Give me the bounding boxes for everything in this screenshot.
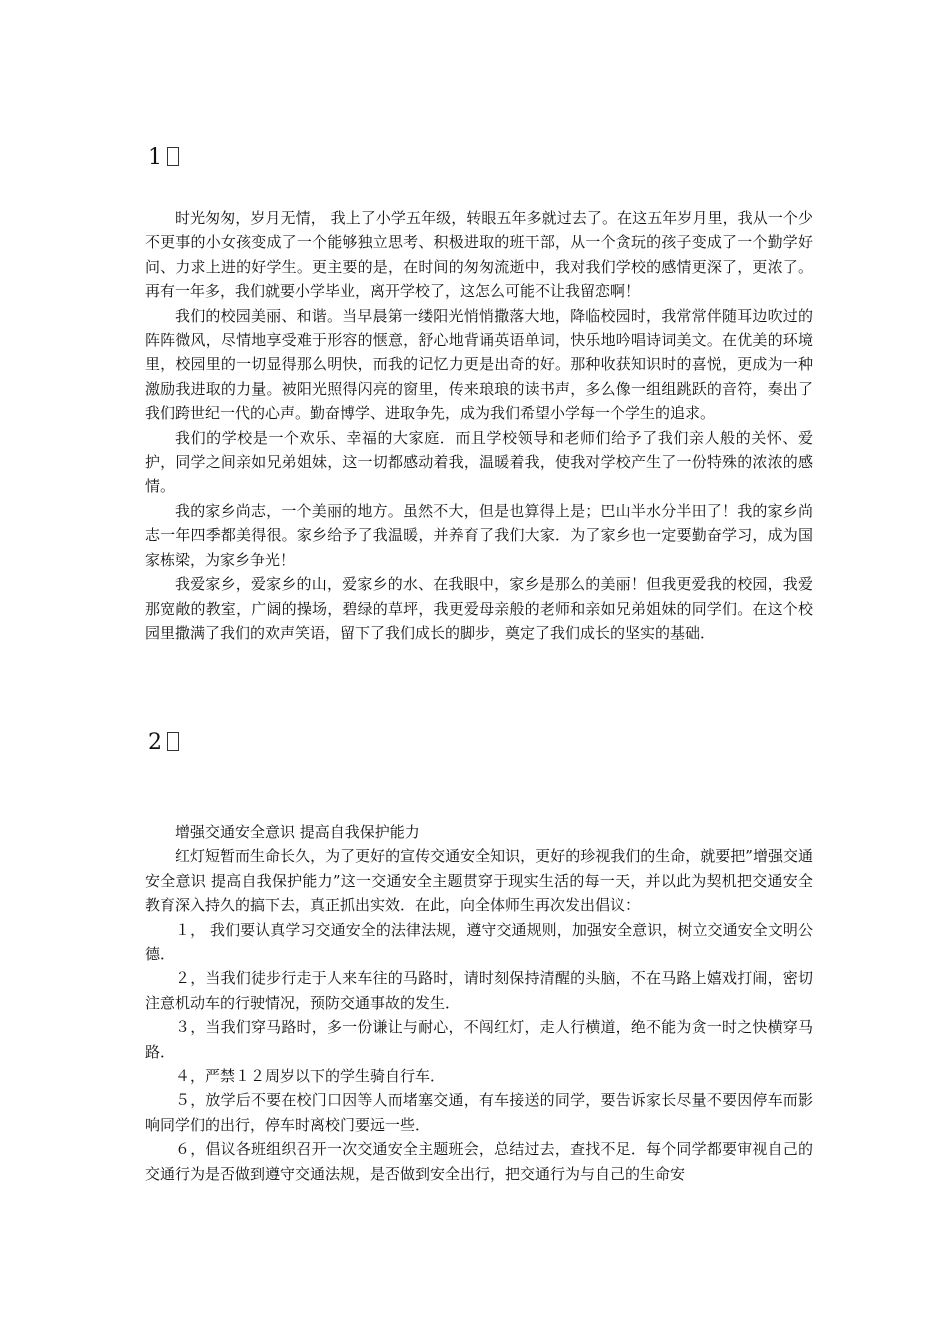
section-number-2-text: 2	[148, 730, 163, 755]
paragraph: 红灯短暂而生命长久，为了更好的宣传交通安全知识，更好的珍视我们的生命，就要把”增强交通安全意识 提高自我保护能力”这一交通安全主题贯穿于现实生活的每一天，并以此为契机把交通安全教育深入持久的搞下去，真正抓出实效．在此，向全体师生再次发出倡议：	[145, 847, 813, 915]
paragraph: 我的家乡尚志，一个美丽的地方。虽然不大，但是也算得上是；巴山半水分半田了！我的家乡尚志一年四季都美得很。家乡给予了我温暖，并养育了我们大家．为了家乡也一定要勤奋学习，成为国家栋梁，为家乡争光！	[145, 501, 813, 569]
missing-glyph-box	[167, 147, 179, 166]
paragraph: 我们的学校是一个欢乐、幸福的大家庭．而且学校领导和老师们给予了我们亲人般的关怀、爱护，同学之间亲如兄弟姐妹，这一切都感动着我，温暖着我，使我对学校产生了一份特殊的浓浓的感情。	[145, 428, 813, 496]
section-number-2	[148, 729, 179, 757]
paragraph: ４，严禁１２周岁以下的学生骑自行车．	[175, 1067, 446, 1086]
missing-glyph-box	[167, 732, 179, 751]
paragraph: 我爱家乡，爱家乡的山，爱家乡的水、在我眼中，家乡是那么的美丽！但我更爱我的校园，我爱那宽敞的教室，广阔的操场，碧绿的草坪，我更爱母亲般的老师和亲如兄弟姐妹的同学们。在这个校园里撒满了我们的欢声笑语，留下了我们成长的脚步，奠定了我们成长的坚实的基础．	[145, 575, 813, 642]
paragraph: １， 我们要认真学习交通安全的法律法规，遵守交通规则，加强安全意识，树立交通安全文明公德．	[145, 920, 813, 964]
paragraph: 我们的校园美丽、和谐。当早晨第一缕阳光悄悄撒落大地，降临校园时，我常常伴随耳边吹过的阵阵微风，尽情地享受难于形容的惬意，舒心地背诵英语单词，快乐地吟唱诗词美文。在优美的环境里，校园里的一切显得那么明快，而我的记忆力更是出奇的好。那种收获知识时的喜悦，更成为一种激励我进取的力量。被阳光照得闪亮的窗里，传来琅琅的读书声，多么像一组组跳跃的音符，奏出了我们跨世纪一代的心声。勤奋博学、进取争先，成为我们希望小学每一个学生的追求。	[145, 306, 813, 423]
paragraph: ６，倡议各班组织召开一次交通安全主题班会，总结过去，查找不足．每个同学都要审视自己的交通行为是否做到遵守交通法规，是否做到安全出行，把交通行为与自己的生命安	[145, 1140, 813, 1183]
section-2-title: 增强交通安全意识 提高自我保护能力	[175, 823, 420, 841]
paragraph: ２，当我们徒步行走于人来车往的马路时，请时刻保持清醒的头脑，不在马路上嬉戏打闹，密切注意机动车的行驶情况，预防交通事故的发生．	[145, 969, 813, 1012]
paragraph: 时光匆匆，岁月无情， 我上了小学五年级，转眼五年多就过去了。在这五年岁月里，我从一个少不更事的小女孩变成了一个能够独立思考、积极进取的班干部，从一个贪玩的孩子变成了一个勤学好问、力求上进的好学生。更主要的是，在时间的匆匆流逝中，我对我们学校的感情更深了，更浓了。再有一年多，我们就要小学毕业，离开学校了，这怎么可能不让我留恋啊！	[145, 209, 813, 301]
section-1-body	[145, 206, 813, 645]
section-number-1-text: 1	[148, 145, 163, 170]
section-number-1	[148, 144, 179, 172]
paragraph: ５，放学后不要在校门口因等人而堵塞交通，有车接送的同学，要告诉家长尽量不要因停车而影响同学们的出行，停车时离校门要远一些．	[145, 1091, 813, 1134]
paragraph: ３，当我们穿马路时，多一份谦让与耐心，不闯红灯，走人行横道，绝不能为贪一时之快横穿马路．	[145, 1018, 813, 1061]
section-2-body	[145, 820, 813, 1186]
